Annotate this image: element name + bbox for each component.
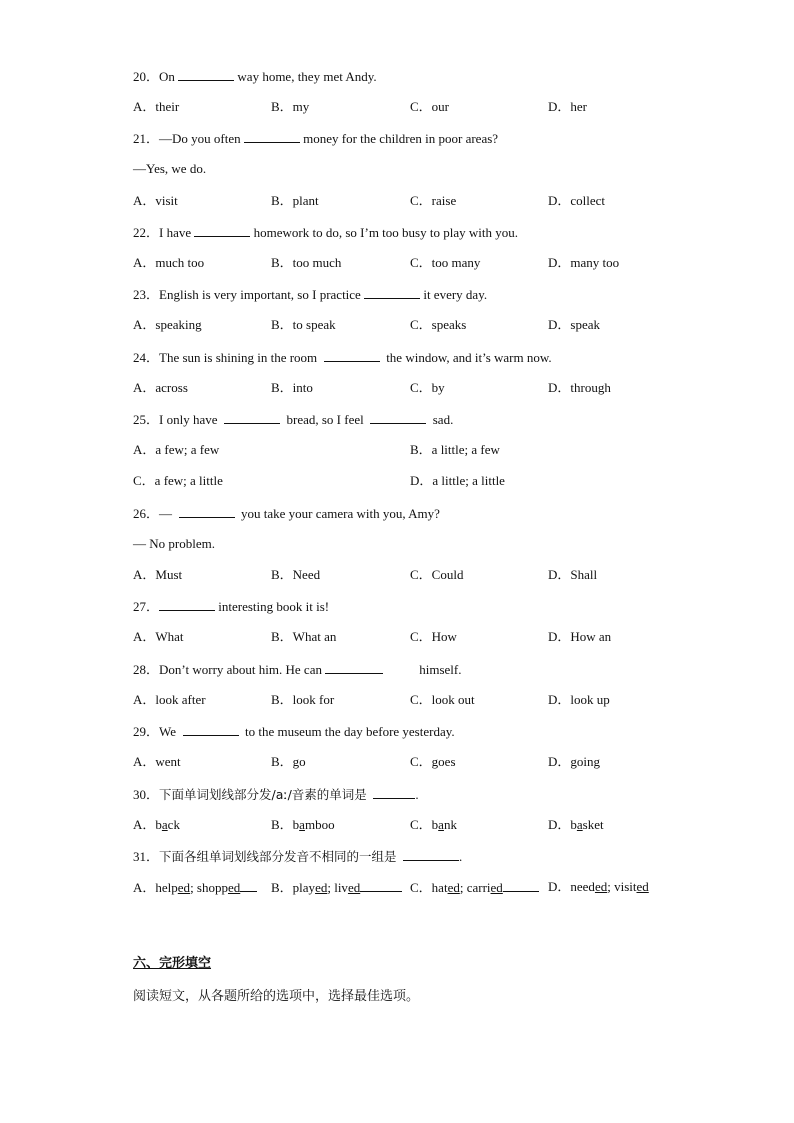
options-25-row2 — [133, 473, 693, 489]
question-number: 20． — [133, 69, 160, 84]
option-c: C．a few; a little — [133, 473, 223, 488]
question-text: I only have — [159, 412, 218, 427]
option-a: A．What — [133, 629, 184, 644]
options-30 — [133, 817, 693, 833]
question-text: money for the children in poor areas? — [303, 131, 499, 146]
question-number: 22． — [133, 225, 160, 240]
question-text: to the museum the day before yesterday. — [245, 724, 455, 739]
option-b: B．Need — [271, 567, 321, 582]
question-text: On — [159, 69, 175, 84]
reply-26: — No problem. — [133, 536, 215, 551]
options-24 — [133, 380, 693, 396]
option-c: C．Could — [410, 567, 464, 582]
option-b: B．into — [271, 380, 313, 395]
question-22 — [133, 224, 518, 241]
option-a: A．visit — [133, 193, 178, 208]
option-a: A．helped; shopped — [133, 879, 257, 896]
option-d: D．her — [548, 99, 587, 114]
option-b: B．played; lived — [271, 879, 402, 896]
question-28 — [133, 661, 461, 678]
question-24 — [133, 349, 552, 366]
answer-blank — [179, 505, 235, 518]
question-31 — [133, 848, 462, 865]
option-a: A．much too — [133, 255, 205, 270]
question-text: Don’t worry about him. He can — [159, 662, 322, 677]
options-28 — [133, 692, 693, 708]
reply-21: —Yes, we do. — [133, 161, 207, 176]
options-22 — [133, 255, 693, 271]
question-number: 31． — [133, 849, 160, 864]
question-text: —Do you often — [159, 131, 241, 146]
options-29 — [133, 754, 693, 770]
question-text: The sun is shining in the room — [159, 350, 318, 365]
underline-tail — [360, 879, 402, 892]
question-text: the window, and it’s warm now. — [386, 350, 552, 365]
question-text: bread, so I feel — [286, 412, 364, 427]
question-text: English is very important, so I practice — [159, 287, 361, 302]
section-intro: 阅读短文，从各题所给的选项中，选择最佳选项。 — [133, 989, 420, 1004]
options-26 — [133, 567, 693, 583]
question-number: 25． — [133, 412, 160, 427]
option-a: A．Must — [133, 567, 183, 582]
answer-blank — [364, 286, 420, 299]
option-a: A．speaking — [133, 317, 202, 332]
question-text: you take your camera with you, Amy? — [241, 506, 440, 521]
question-text: — — [159, 506, 173, 521]
option-d: D．going — [548, 754, 601, 769]
option-c: C．by — [410, 380, 445, 395]
question-text: interesting book it is! — [218, 599, 330, 614]
option-b: B．bamboo — [271, 817, 335, 832]
question-text: We — [159, 724, 177, 739]
option-d: D．speak — [548, 317, 600, 332]
option-b: B．my — [271, 99, 310, 114]
question-text: . — [459, 849, 463, 864]
answer-blank — [403, 848, 459, 861]
option-a: A．look after — [133, 692, 206, 707]
answer-blank — [325, 661, 383, 674]
question-text: way home, they met Andy. — [237, 69, 377, 84]
option-c: C．raise — [410, 193, 457, 208]
question-text: . — [415, 787, 419, 802]
question-26 — [133, 505, 440, 522]
options-23 — [133, 317, 693, 333]
question-20 — [133, 68, 377, 85]
options-25-row1 — [133, 442, 693, 458]
options-31 — [133, 879, 693, 895]
options-20 — [133, 99, 693, 115]
question-21 — [133, 130, 498, 147]
question-text: it every day. — [423, 287, 488, 302]
option-c: C．How — [410, 629, 457, 644]
option-a: A．a few; a few — [133, 442, 220, 457]
question-text: I have — [159, 225, 192, 240]
question-text: himself. — [419, 662, 462, 677]
option-c: C．look out — [410, 692, 475, 707]
answer-blank — [370, 411, 426, 424]
question-number: 29． — [133, 724, 160, 739]
option-d: D．collect — [548, 193, 606, 208]
question-text: sad. — [432, 412, 454, 427]
option-d: D．a little; a little — [410, 473, 505, 488]
question-number: 24． — [133, 350, 160, 365]
option-b: B．What an — [271, 629, 337, 644]
option-a: A．went — [133, 754, 181, 769]
options-27 — [133, 629, 693, 645]
underline-tail — [240, 879, 257, 892]
option-b: B．go — [271, 754, 306, 769]
option-c: C．hated; carried — [410, 879, 539, 896]
option-c: C．too many — [410, 255, 481, 270]
question-number: 26． — [133, 506, 160, 521]
section-title: 六、完形填空 — [133, 956, 212, 971]
answer-blank — [159, 598, 215, 611]
question-25 — [133, 411, 453, 428]
option-c: C．our — [410, 99, 450, 114]
option-c: C．speaks — [410, 317, 467, 332]
question-text: 下面单词划线部分发/aː/音素的单词是 — [159, 787, 367, 802]
option-d: D．needed; visited — [548, 879, 649, 894]
option-b: B．plant — [271, 193, 319, 208]
option-b: B．look for — [271, 692, 335, 707]
question-text: homework to do, so I’m too busy to play with you. — [253, 225, 518, 240]
question-30 — [133, 786, 419, 803]
option-a: A．across — [133, 380, 188, 395]
question-29 — [133, 723, 455, 740]
question-text: 下面各组单词划线部分发音不相同的一组是 — [159, 849, 397, 864]
option-a: A．their — [133, 99, 180, 114]
question-number: 28． — [133, 662, 160, 677]
option-d: D．look up — [548, 692, 610, 707]
question-number: 23． — [133, 287, 160, 302]
option-d: D．How an — [548, 629, 612, 644]
option-d: D．Shall — [548, 567, 598, 582]
answer-blank — [224, 411, 280, 424]
question-number: 21． — [133, 131, 160, 146]
option-d: D．many too — [548, 255, 620, 270]
underline-tail — [503, 879, 539, 892]
option-b: B．a little; a few — [410, 442, 500, 457]
option-b: B．too much — [271, 255, 342, 270]
options-21 — [133, 193, 693, 209]
answer-blank — [244, 130, 300, 143]
answer-blank — [183, 723, 239, 736]
answer-blank — [194, 224, 250, 237]
option-d: D．basket — [548, 817, 604, 832]
question-27 — [133, 598, 329, 615]
answer-blank — [324, 349, 380, 362]
answer-blank — [178, 68, 234, 81]
option-a: A．back — [133, 817, 180, 832]
option-c: C．goes — [410, 754, 456, 769]
option-d: D．through — [548, 380, 611, 395]
option-b: B．to speak — [271, 317, 336, 332]
option-c: C．bank — [410, 817, 457, 832]
question-number: 30． — [133, 787, 160, 802]
question-number: 27． — [133, 599, 160, 614]
answer-blank — [373, 786, 415, 799]
question-23 — [133, 286, 487, 303]
